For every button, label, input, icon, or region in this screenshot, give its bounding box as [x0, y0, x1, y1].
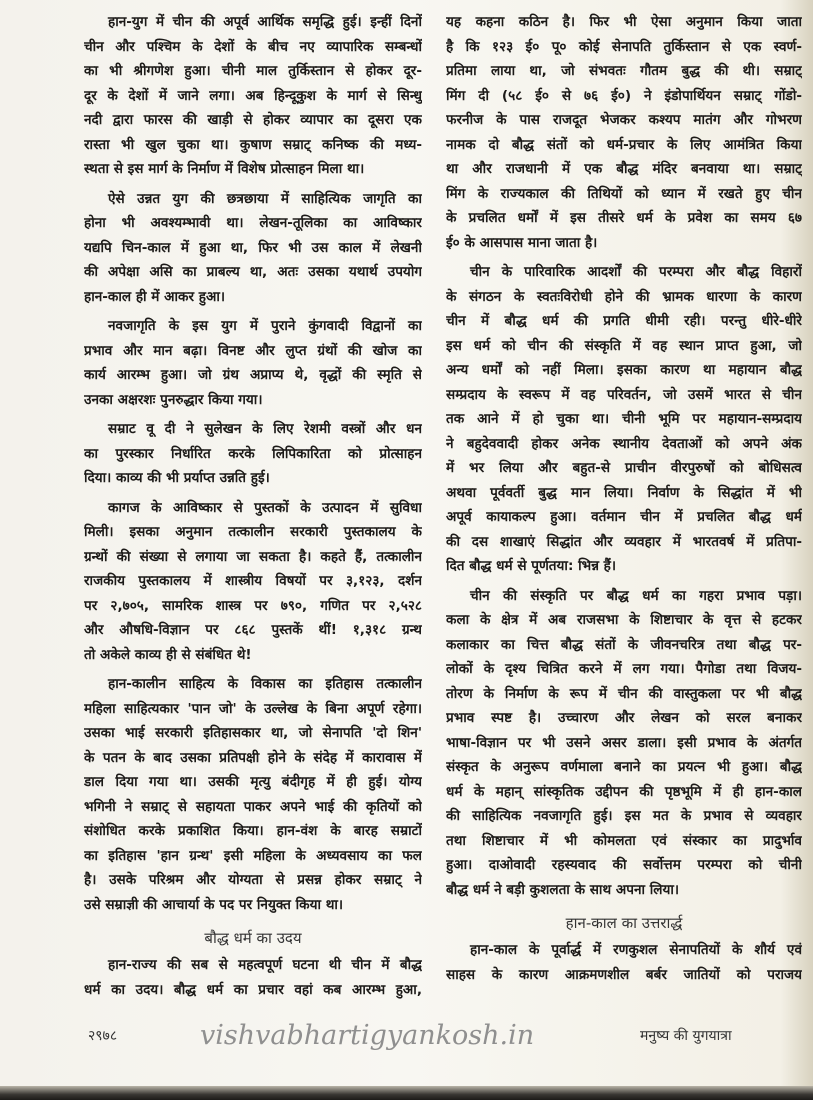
text-line: मिंग दी (५८ ई० से ७६ ई०) ने इंडोपार्थियन सम्राट् गोंडो- — [446, 87, 802, 104]
paragraph — [84, 10, 422, 182]
paragraph — [84, 187, 422, 310]
text-line: हान-काल के पूर्वार्द्ध में रणकुशल सेनापतियों के शौर्य एवं — [470, 942, 802, 958]
text-line: भगिनी ने सम्राट् से सहायता पाकर अपने भाई की कृतियों को — [84, 798, 422, 815]
text-line: मिंग के राज्यकाल की तिथियों को ध्यान में रखते हुए चीन — [446, 185, 802, 202]
text-line: ई० के आसपास माना जाता है। — [446, 234, 598, 251]
left-column — [84, 10, 422, 1002]
text-line: है कि १२३ ई० पू० कोई सेनापति तुर्किस्तान से एक स्वर्ण- — [446, 38, 802, 55]
text-line: स्थता से इस मार्ग के निर्माण में विशेष प्रोत्साहन मिला था। — [84, 161, 365, 177]
paragraph — [446, 584, 802, 903]
text-line: के प्रचलित धर्मों में इस तीसरे धर्म के प्रवेश का समय ६७ — [446, 210, 802, 226]
text-line: यह कहना कठिन है। फिर भी ऐसा अनुमान किया जाता — [446, 14, 802, 30]
text-line: का भी श्रीगणेश हुआ। चीनी माल तुर्किस्तान से होकर दूर- — [84, 63, 422, 79]
text-line: प्रतिमा लाया था, जो संभवतः गौतम बुद्ध की थी। सम्राट् — [446, 63, 802, 79]
paragraph — [84, 953, 422, 1002]
text-line: अथवा पूर्ववर्ती बुद्ध मान लिया। निर्वाण के सिद्धांत में भी — [446, 484, 802, 501]
text-line: तथा शिष्टाचार में भी कोमलता एवं संस्कार का प्रादुर्भाव — [446, 832, 802, 849]
text-line: कला के क्षेत्र में अब राजसभा के शिष्टाचार के वृत्त से हटकर — [446, 612, 802, 628]
text-line: का इतिहास 'हान ग्रन्थ' इसी महिला के अध्यवसाय का फल — [84, 847, 422, 864]
text-line: ऐसे उन्नत युग की छत्रछाया में साहित्यिक जागृति का — [108, 190, 422, 207]
text-line: चीन में बौद्ध धर्म की प्रगति धीमी रही। परन्तु धीरे-धीरे — [446, 313, 802, 329]
text-line: महिला साहित्यकार 'पान जो' के उल्लेख के बिना अपूर्ण रहेगा। — [84, 700, 422, 717]
text-line: साहस के कारण आक्रमणशील बर्बर जातियों को पराजय — [446, 966, 802, 983]
running-title: मनुष्य की युगयात्रा — [640, 1028, 732, 1044]
text-line: फरनीज के पास राजदूत भेजकर कश्यप मातंग और गोभरण — [446, 112, 802, 128]
text-line: में भर लिया और बहुत-से प्राचीन वीरपुरुषों को बोधिसत्व — [446, 460, 802, 476]
text-line: राजकीय पुस्तकालय में शास्त्रीय विषयों पर ३,१२३, दर्शन — [84, 573, 422, 589]
text-line: नामक दो बौद्ध संतों को धर्म-प्रचार के लिए आमंत्रित किया — [446, 136, 802, 153]
text-line: हुआ। दाओवादी रहस्यवाद की सर्वोत्तम परम्परा को चीनी — [446, 857, 802, 873]
text-line: उसका भाई सरकारी इतिहासकार था, जो सेनापति 'दो शिन' — [84, 725, 422, 741]
text-line: कार्य आरम्भ हुआ। जो ग्रंथ अप्राप्य थे, वृद्धों की स्मृति से — [84, 367, 422, 383]
text-line: प्रभाव और मान बढ़ा। विनष्ट और लुप्त ग्रंथों की खोज का — [84, 342, 422, 359]
text-line: हान-काल ही में आकर हुआ। — [84, 288, 226, 305]
text-line: भाषा-विज्ञान पर भी उसने असर डाला। इसी प्रभाव के अंतर्गत — [446, 734, 802, 751]
paragraph — [84, 417, 422, 491]
section-heading: हान-काल का उत्तरार्द्ध — [565, 914, 683, 932]
text-line: उसे सम्राज्ञी की आचार्या के पद पर नियुक्त किया था। — [84, 896, 344, 913]
text-line: रास्ता भी खुल चुका था। कुषाण सम्राट् कनिष्क की मध्य- — [84, 136, 422, 153]
text-line: के पतन के बाद उसका प्रतिपक्षी होने के संदेह में कारावास में — [84, 749, 422, 766]
right-column — [446, 10, 802, 987]
text-line: चीन की संस्कृति पर बौद्ध धर्म का गहरा प्रभाव पड़ा। — [470, 587, 802, 604]
text-line: हान-युग में चीन की अपूर्व आर्थिक समृद्धि हुई। इन्हीं दिनों — [108, 14, 422, 30]
text-line: धर्म का उदय। बौद्ध धर्म का प्रचार वहां कब आरम्भ हुआ, — [84, 981, 422, 998]
text-line: कलाकार का चित्त बौद्ध संतों के जीवनचरित्र तथा बौद्ध पर- — [446, 636, 802, 653]
text-line: तो अकेले काव्य ही से संबंधित थे! — [84, 646, 252, 663]
text-line: धर्म के महान् सांस्कृतिक उद्दीपन की पृष्ठभूमि में ही हान-काल — [446, 783, 802, 800]
text-line: पर २,७०५, सामरिक शास्त्र पर ७९०, गणित पर २,५२८ — [84, 597, 422, 614]
text-line: हान-कालीन साहित्य के विकास का इतिहास तत्कालीन — [108, 676, 422, 692]
text-line: तक आने में हो चुका था। चीनी भूमि पर महायान-सम्प्रदाय — [446, 411, 802, 427]
text-line: दूर के देशों में जाने लगा। अब हिन्दूकुश के मार्ग से सिन्धु — [84, 87, 422, 104]
text-line: था और राजधानी में एक बौद्ध मंदिर बनवाया था। सम्राट् — [446, 161, 802, 177]
paragraph — [84, 672, 422, 917]
text-line: ग्रन्थों की संख्या से लगाया जा सकता है। कहते हैं, तत्कालीन — [84, 548, 422, 565]
paragraph — [446, 10, 802, 255]
page-number: २९७८ — [88, 1028, 118, 1044]
section-heading: बौद्ध धर्म का उदय — [204, 929, 302, 947]
text-line: होना भी अवश्यम्भावी था। लेखन-तूलिका का आविष्कार — [84, 215, 422, 231]
text-line: सम्राट वू दी ने सुलेखन के लिए रेशमी वस्त्रों और धन — [108, 421, 422, 437]
paragraph — [446, 260, 802, 579]
text-line: नवजागृति के इस युग में पुराने कुंगवादी विद्वानों का — [108, 318, 422, 334]
text-line: के संगठन के स्वतःविरोधी होने की भ्रामक धारणा के कारण — [446, 288, 802, 305]
watermark: vishvabhartigyankosh.in — [200, 1020, 535, 1051]
text-line: चीन के पारिवारिक आदर्शों की परम्परा और बौद्ध विहारों — [470, 264, 802, 280]
text-line: सम्प्रदाय के स्वरूप में वह परिवर्तन, जो उसमें भारत से चीन — [446, 386, 802, 403]
text-line: प्रभाव स्पष्ट है। उच्चारण और लेखन को सरल बनाकर — [446, 710, 802, 726]
text-line: दित बौद्ध धर्म से पूर्णतया: भिन्न हैं। — [446, 558, 617, 574]
text-line: कागज के आविष्कार से पुस्तकों के उत्पादन में सुविधा — [108, 499, 422, 516]
paragraph — [446, 938, 802, 987]
text-line: मिली। इसका अनुमान तत्कालीन सरकारी पुस्तकालय के — [84, 524, 422, 540]
text-line: तोरण के निर्माण के रूप में चीन की वास्तुकला पर भी बौद्ध — [446, 685, 802, 702]
text-line: लोकों के दृश्य चित्रित करने में लग गया। पैगोडा तथा विजय- — [446, 661, 802, 677]
text-line: ने बहुदेववादी होकर अनेक स्थानीय देवताओं को अपने अंक — [446, 435, 802, 452]
text-line: अन्य धर्मों को नहीं मिला। इसका कारण था महायान बौद्ध — [446, 362, 802, 378]
text-line: की दस शाखाएं सिद्धांत और व्यवहार में भारतवर्ष में प्रतिपा- — [446, 533, 802, 550]
paragraph — [84, 314, 422, 412]
text-line: बौद्ध धर्म ने बड़ी कुशलता के साथ अपना लिया। — [446, 881, 680, 898]
book-edge — [0, 1086, 813, 1100]
text-line: दिया। काव्य की भी प्रर्याप्त उन्नति हुई। — [84, 470, 270, 486]
text-line: यद्यपि चिन-काल में हुआ था, फिर भी उस काल में लेखनी — [84, 239, 422, 256]
text-line: का पुरस्कार निर्धारित करके लिपिकारिता को प्रोत्साहन — [84, 445, 422, 462]
text-line: डाल दिया गया था। उसकी मृत्यु बंदीगृह में ही हुई। योग्य — [84, 774, 422, 790]
text-line: उनका अक्षरशः पुनरुद्धार किया गया। — [84, 391, 263, 408]
text-line: हान-राज्य की सब से महत्वपूर्ण घटना थी चीन में बौद्ध — [108, 957, 422, 973]
text-line: की अपेक्षा असि का प्राबल्य था, अतः उसका यथार्थ उपयोग — [84, 264, 422, 280]
text-line: नदी द्वारा फारस की खाड़ी से होकर व्यापार का दूसरा एक — [84, 112, 422, 128]
paragraph — [84, 496, 422, 668]
text-line: अपूर्व कायाकल्प हुआ। वर्तमान चीन में प्रचलित बौद्ध धर्म — [446, 509, 802, 525]
text-line: की साहित्यिक नवजागृति हुई। इस मत के प्रभाव से व्यवहार — [446, 808, 802, 824]
text-line: इस धर्म को चीन की संस्कृति में वह स्थान प्राप्त हुआ, जो — [446, 337, 802, 354]
text-line: और औषधि-विज्ञान पर ८६८ पुस्तकें थीं! १,३१८ ग्रन्थ — [84, 622, 422, 638]
text-line: संशोधित करके प्रकाशित किया। हान-वंश के बारह सम्राटों — [84, 823, 422, 839]
text-line: चीन और पश्चिम के देशों के बीच नए व्यापारिक सम्बन्धों — [84, 38, 422, 55]
text-line: है। उसके परिश्रम और योग्यता से प्रसन्न होकर सम्राट् ने — [84, 872, 422, 888]
text-line: संस्कृत के अनुरूप वर्णमाला बनाने का प्रयत्न भी हुआ। बौद्ध — [446, 759, 802, 775]
